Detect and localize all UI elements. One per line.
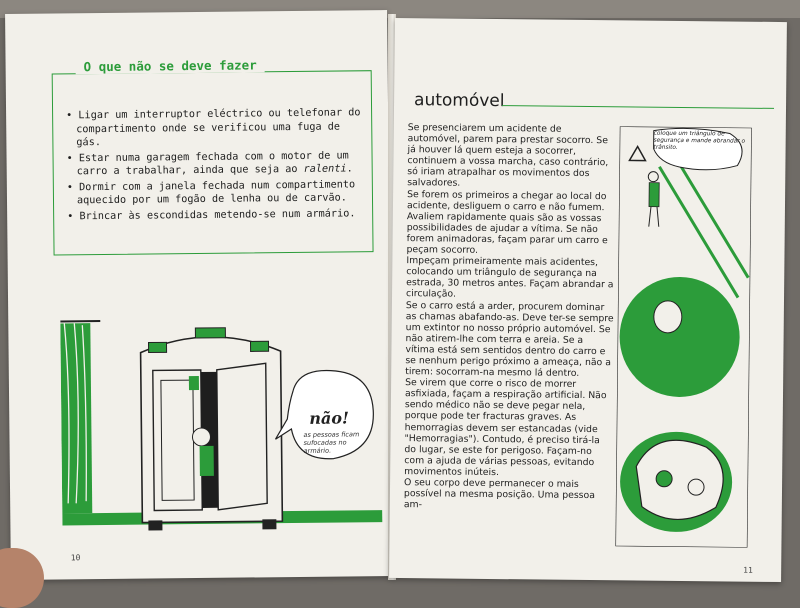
paragraph: Se o carro está a arder, procurem dominar as chamas abafando-as. Deve ter-se sempre um extintor no nosso próprio automóvel. Se não atirem-lhe com terra e areia. Se a vítima está sem sentidos dentro do carro e se nenhum perigo próximo a ameaça, não a tirem: socorram-na mesmo lá dentro. <box>405 300 614 380</box>
list-item <box>67 207 363 224</box>
paragraph: Avaliem rapidamente quais são as vossas possibilidades de ajudar a vítima. Se não forem animadoras, façam parar um carro e peçam socorro. <box>406 211 614 258</box>
section-title: automóvel <box>414 90 505 111</box>
paragraph: Se presenciarem um acidente de automóvel, parem para prestar socorro. Se já houver lá quem esteja a socorrer, continuem a vossa marcha, caso contrário, só iriam atrapalhar os movimentos dos salvadores. <box>407 122 616 191</box>
speech-bubble-exclaim: não! <box>309 408 349 427</box>
accident-illustration <box>615 126 751 547</box>
italic-term: ralenti <box>304 163 347 174</box>
paragraph: O seu corpo deve permanecer o mais possível na mesma posição. Uma pessoa am- <box>404 477 612 512</box>
list-item-text: Ligar um interruptor eléctrico ou telefonar do compartimento onde se verificou uma fuga de gás. <box>76 107 360 148</box>
page-number-right: 11 <box>743 566 753 575</box>
list-item-text: Estar numa garagem fechada com o motor de um carro a trabalhar, ainda que seja ao ralenti. <box>77 150 353 177</box>
list-item-text: Brincar às escondidas metendo-se num armário. <box>79 208 355 222</box>
warning-box-title: O que não se deve fazer <box>76 57 265 74</box>
speech-bubble-caption-right: coloque um triângulo de segurança e mande abrandar o trânsito. <box>654 131 746 153</box>
paragraph: Se virem que corre o risco de morrer asfixiada, façam a respiração artificial. Não sendo médico não se deve pegar nela, porque pode ter fracturas graves. As hemorragias devem ser estancadas (vide "Hemorragias"). Contudo, é preciso tirá-la do lugar, se este for perigoso. Façam-no com a ajuda de várias pessoas, evitando movimentos inúteis. <box>404 377 613 479</box>
list-item-text: Dormir com a janela fechada num compartimento aquecido por um fogão de lenha ou de carvão. <box>77 179 355 206</box>
paragraph: Se forem os primeiros a chegar ao local do acidente, desliguem o carro e não fumem. <box>407 189 615 213</box>
title-rule <box>502 105 774 109</box>
left-page <box>5 10 393 580</box>
warning-list <box>66 106 363 225</box>
speech-bubble-caption: as pessoas ficam sufocadas no armário. <box>303 430 375 455</box>
list-item <box>66 106 362 150</box>
list-item <box>66 149 362 179</box>
paragraph: Impeçam primeiramente mais acidentes, colocando um triângulo de segurança na estrada, 30 metros antes. Façam abrandar a circulação. <box>406 255 614 302</box>
right-page <box>389 18 787 582</box>
body-text <box>404 122 616 512</box>
list-item <box>67 178 363 208</box>
page-number-left: 10 <box>71 553 81 562</box>
